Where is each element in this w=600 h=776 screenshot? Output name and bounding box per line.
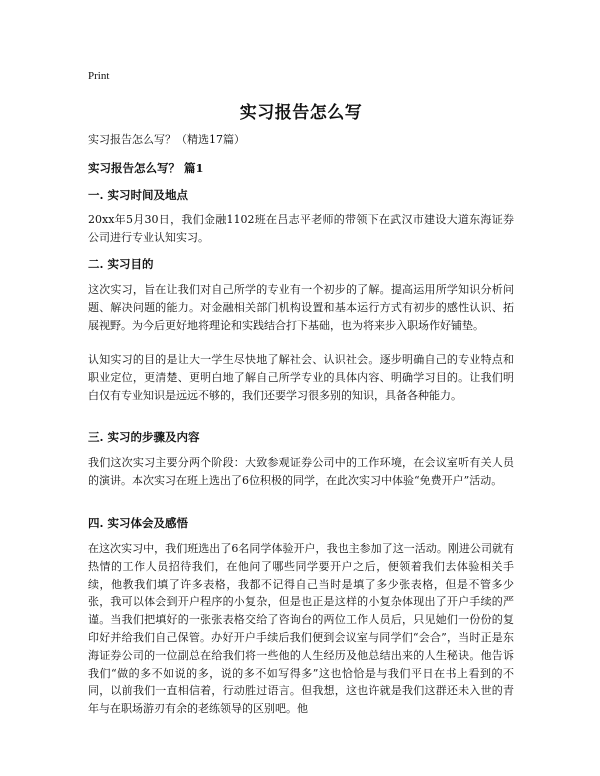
paragraph-time-place: 20xx年5月30日，我们金融1102班在吕志平老师的带领下在武汉市建设大道东海证券公司进行专业认知实习。 bbox=[88, 213, 514, 244]
section-heading-purpose: 二. 实习目的 bbox=[88, 257, 154, 271]
section-heading-reflections: 四. 实习体会及感悟 bbox=[88, 516, 189, 530]
document-subtitle: 实习报告怎么写？（精选17篇） bbox=[88, 133, 245, 146]
paragraph-reflections: 在这次实习中，我们班选出了6名同学体验开户，我也主参加了这一活动。刚进公司就有热情的工作人员招待我们，在他问了哪些同学要开户之后，便领着我们去体验相关手续，他教我们填了许多表格，我都不记得自己当时是填了多少张表格，但是不管多少张，我可以体会到开户程序的小复杂，但是也正是这样的小复杂体现出了开户手续的严谨。当我们把填好的一张张表格交给了咨询台的两位工作人员后，只见她们一份份的复印好并给我们自己保管。办好开户手续后我们便到会议室与同学们“会合”，当时正是东海证券公司的一位副总在给我们将一些他的人生经历及他总结出来的人生秘诀。他告诉我们“做的多不如说的多，说的多不如写得多”这也恰恰是与我们平日在书上看到的不同，以前我们一直相信着，行动胜过语言。但我想，这也许就是我们这群还未入世的青年与在职场游刃有余的老练领导的区别吧。他 bbox=[88, 542, 514, 716]
paragraph-steps: 我们这次实习主要分两个阶段：大致参观证券公司中的工作环境，在会议室听有关人员的演讲。本次实习在班上选出了6位积极的同学，在此次实习中体验“免费开户”活动。 bbox=[88, 456, 514, 487]
paragraph-purpose-1: 这次实习，旨在让我们对自己所学的专业有一个初步的了解。提高运用所学知识分析问题、解决问题的能力。对金融相关部门机构设置和基本运行方式有初步的感性认识、拓展视野。为今后更好地将理论和实践结合打下基础，也为将来步入职场作好铺垫。 bbox=[88, 283, 514, 332]
paragraph-purpose-2: 认知实习的目的是让大一学生尽快地了解社会、认识社会。逐步明确自己的专业特点和职业定位，更清楚、更明白地了解自己所学专业的具体内容、明确学习目的。让我们明白仅有专业知识是远远不够的，我们还要学习很多别的知识，具备各种能力。 bbox=[88, 353, 514, 402]
part-heading: 实习报告怎么写？ 篇1 bbox=[88, 161, 204, 175]
section-heading-steps: 三. 实习的步骤及内容 bbox=[88, 430, 200, 444]
section-heading-time-place: 一. 实习时间及地点 bbox=[88, 188, 189, 202]
print-link[interactable]: Print bbox=[88, 70, 110, 82]
document-title: 实习报告怎么写 bbox=[239, 103, 363, 123]
